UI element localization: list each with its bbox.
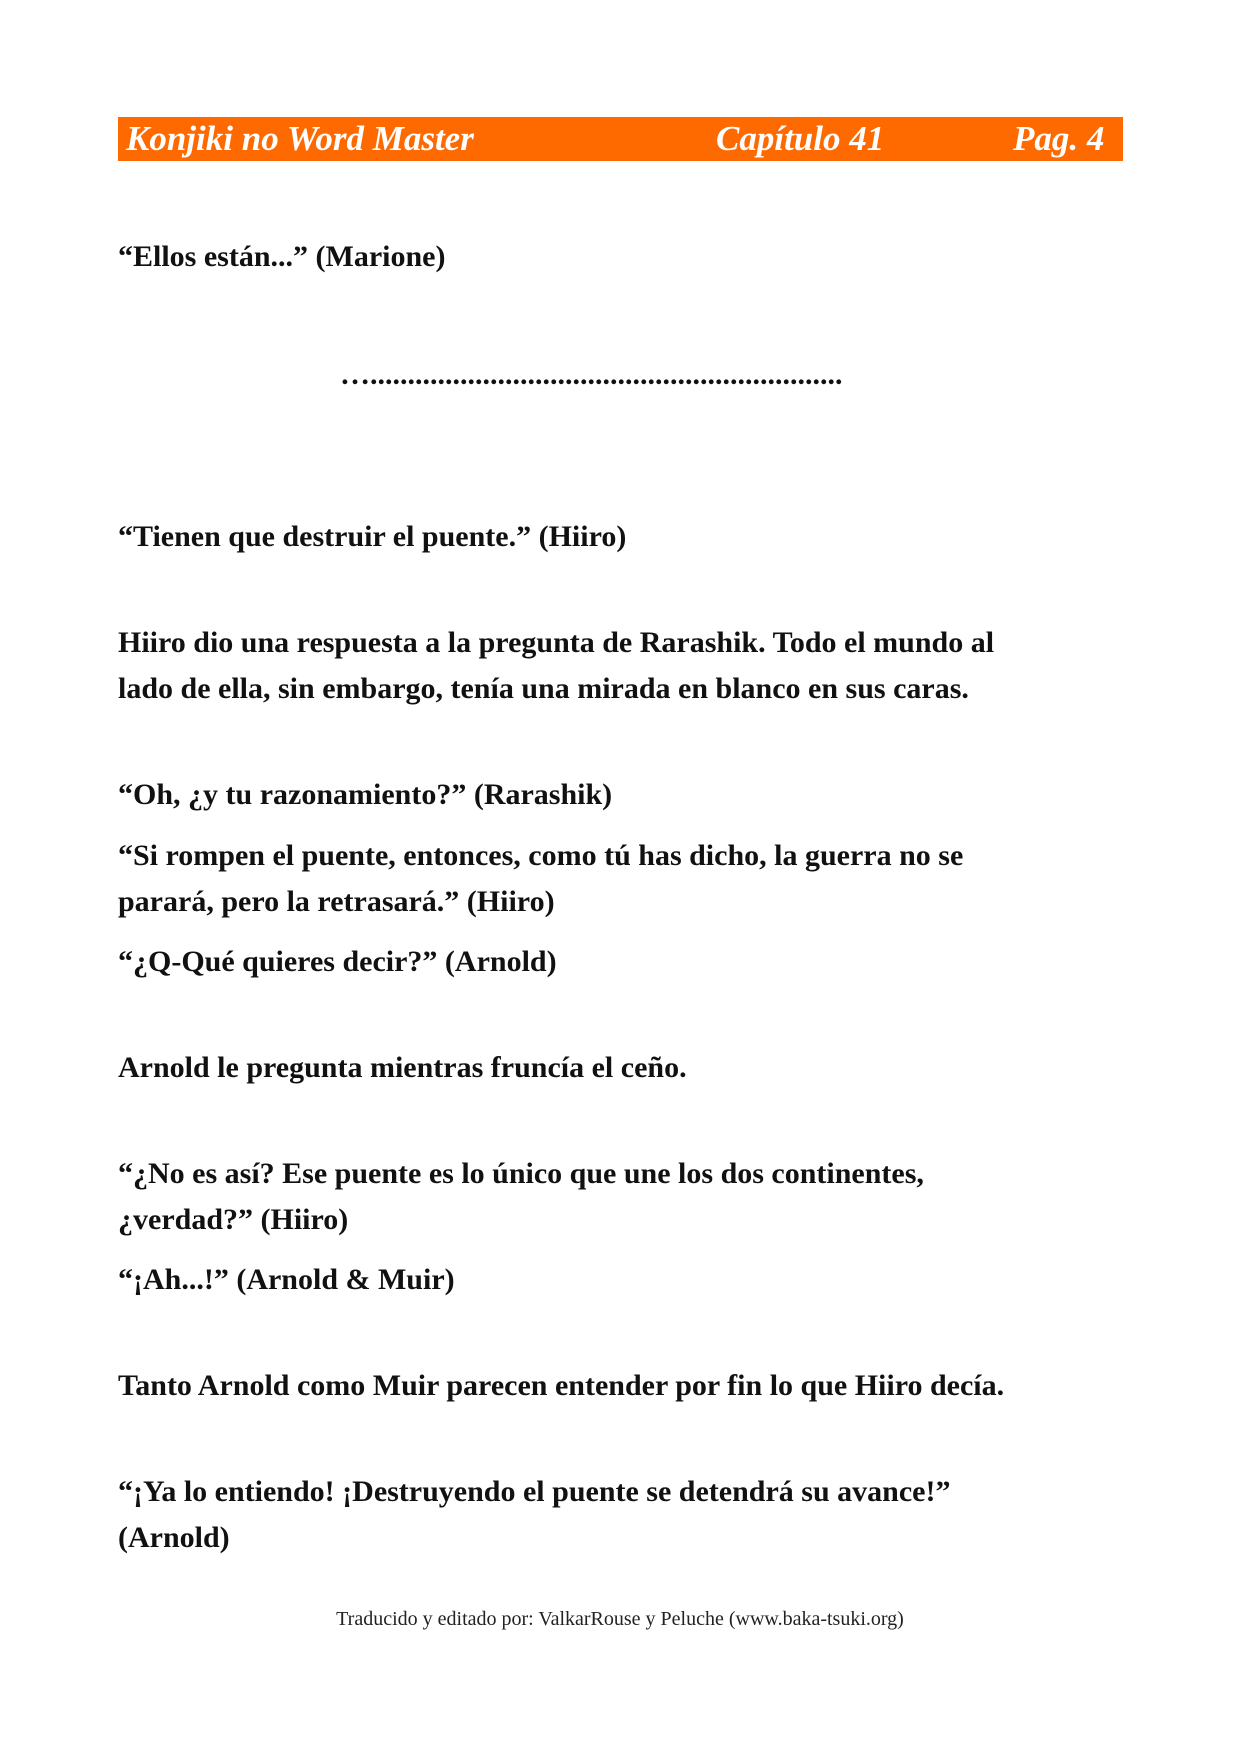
- paragraph-rarashik: [118, 772, 1128, 818]
- chapter-label: Capítulo 41: [716, 119, 885, 158]
- paragraph-marione: [118, 234, 1128, 280]
- text-line: “Tienen que destruir el puente.” (Hiiro): [118, 520, 627, 553]
- paragraph-hiiro-1: [118, 514, 1128, 560]
- paragraph-narration-2: [118, 1045, 1128, 1091]
- paragraph-hiiro-3: [118, 1151, 1128, 1243]
- text-line: “¡Ah...!” (Arnold & Muir): [118, 1263, 455, 1296]
- text-line: Tanto Arnold como Muir parecen entender por fin lo que Hiiro decía.: [118, 1369, 1005, 1402]
- text-line: “Ellos están...” (Marione): [118, 240, 446, 273]
- text-line: “Oh, ¿y tu razonamiento?” (Rarashik): [118, 778, 613, 811]
- text-line: “Si rompen el puente, entonces, como tú has dicho, la guerra no se: [118, 839, 964, 872]
- paragraph-arnold-2: [118, 1469, 1128, 1561]
- book-title: Konjiki no Word Master: [126, 119, 474, 158]
- scene-separator: …...............................................................: [340, 358, 843, 391]
- text-line: “¿Q-Qué quieres decir?” (Arnold): [118, 945, 557, 978]
- paragraph-hiiro-2: [118, 833, 1128, 925]
- paragraph-arnold-muir: [118, 1257, 1128, 1303]
- text-line: lado de ella, sin embargo, tenía una mirada en blanco en sus caras.: [118, 672, 969, 705]
- page-header: [118, 117, 1123, 161]
- paragraph-arnold-1: [118, 939, 1128, 985]
- page-number: Pag. 4: [1013, 119, 1105, 158]
- text-line: “¡Ya lo entiendo! ¡Destruyendo el puente se detendrá su avance!”: [118, 1475, 951, 1508]
- text-line: ¿verdad?” (Hiiro): [118, 1203, 349, 1236]
- text-line: Hiiro dio una respuesta a la pregunta de Rarashik. Todo el mundo al: [118, 626, 995, 659]
- text-line: parará, pero la retrasará.” (Hiiro): [118, 885, 555, 918]
- footer-credit: Traducido y editado por: ValkarRouse y Peluche (www.baka-tsuki.org): [336, 1608, 904, 1630]
- paragraph-narration-1: [118, 620, 1128, 712]
- paragraph-narration-3: [118, 1363, 1128, 1409]
- text-line: Arnold le pregunta mientras fruncía el ceño.: [118, 1051, 687, 1084]
- text-line: (Arnold): [118, 1521, 230, 1554]
- text-line: “¿No es así? Ese puente es lo único que une los dos continentes,: [118, 1157, 924, 1190]
